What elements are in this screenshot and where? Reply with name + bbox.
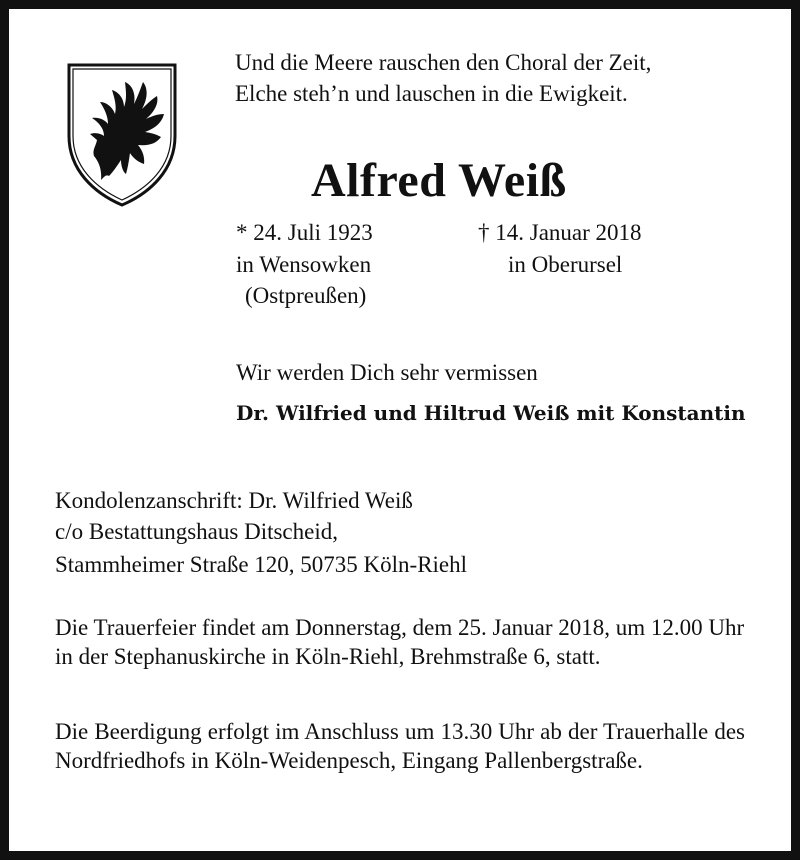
mourners-names: Dr. Wilfried und Hiltrud Weiß mit Konstantin bbox=[236, 401, 746, 425]
verse-line-1: Und die Meere rauschen den Choral der Zeit, bbox=[235, 50, 652, 75]
elk-antler-coat-of-arms-icon bbox=[66, 62, 178, 208]
condolence-line-3: Stammheimer Straße 120, 50735 Köln-Riehl bbox=[55, 552, 468, 577]
condolence-line-1: Kondolenzanschrift: Dr. Wilfried Weiß bbox=[55, 488, 413, 513]
death-date: † 14. Januar 2018 bbox=[478, 220, 642, 245]
burial-paragraph: Die Beerdigung erfolgt im Anschluss um 13.30 Uhr ab der Trauerhalle des Nordfriedhofs in Köln-Weidenpesch, Eingang Pallenbergstraße. bbox=[55, 719, 745, 773]
verse-line-2: Elche steh’n und lauschen in die Ewigkeit. bbox=[235, 81, 628, 106]
deceased-name: Alfred Weiß bbox=[311, 154, 567, 207]
birth-region: (Ostpreußen) bbox=[245, 283, 367, 308]
birth-date: * 24. Juli 1923 bbox=[236, 220, 373, 245]
birth-place: in Wensowken bbox=[236, 252, 372, 277]
funeral-service-paragraph: Die Trauerfeier findet am Donnerstag, dem 25. Januar 2018, um 12.00 Uhr in der Stephanuskirche in Köln-Riehl, Brehmstraße 6, statt. bbox=[55, 615, 745, 669]
condolence-line-2: c/o Bestattungshaus Ditscheid, bbox=[55, 519, 338, 544]
death-place: in Oberursel bbox=[508, 252, 623, 277]
mourners-message: Wir werden Dich sehr vermissen bbox=[236, 360, 538, 385]
